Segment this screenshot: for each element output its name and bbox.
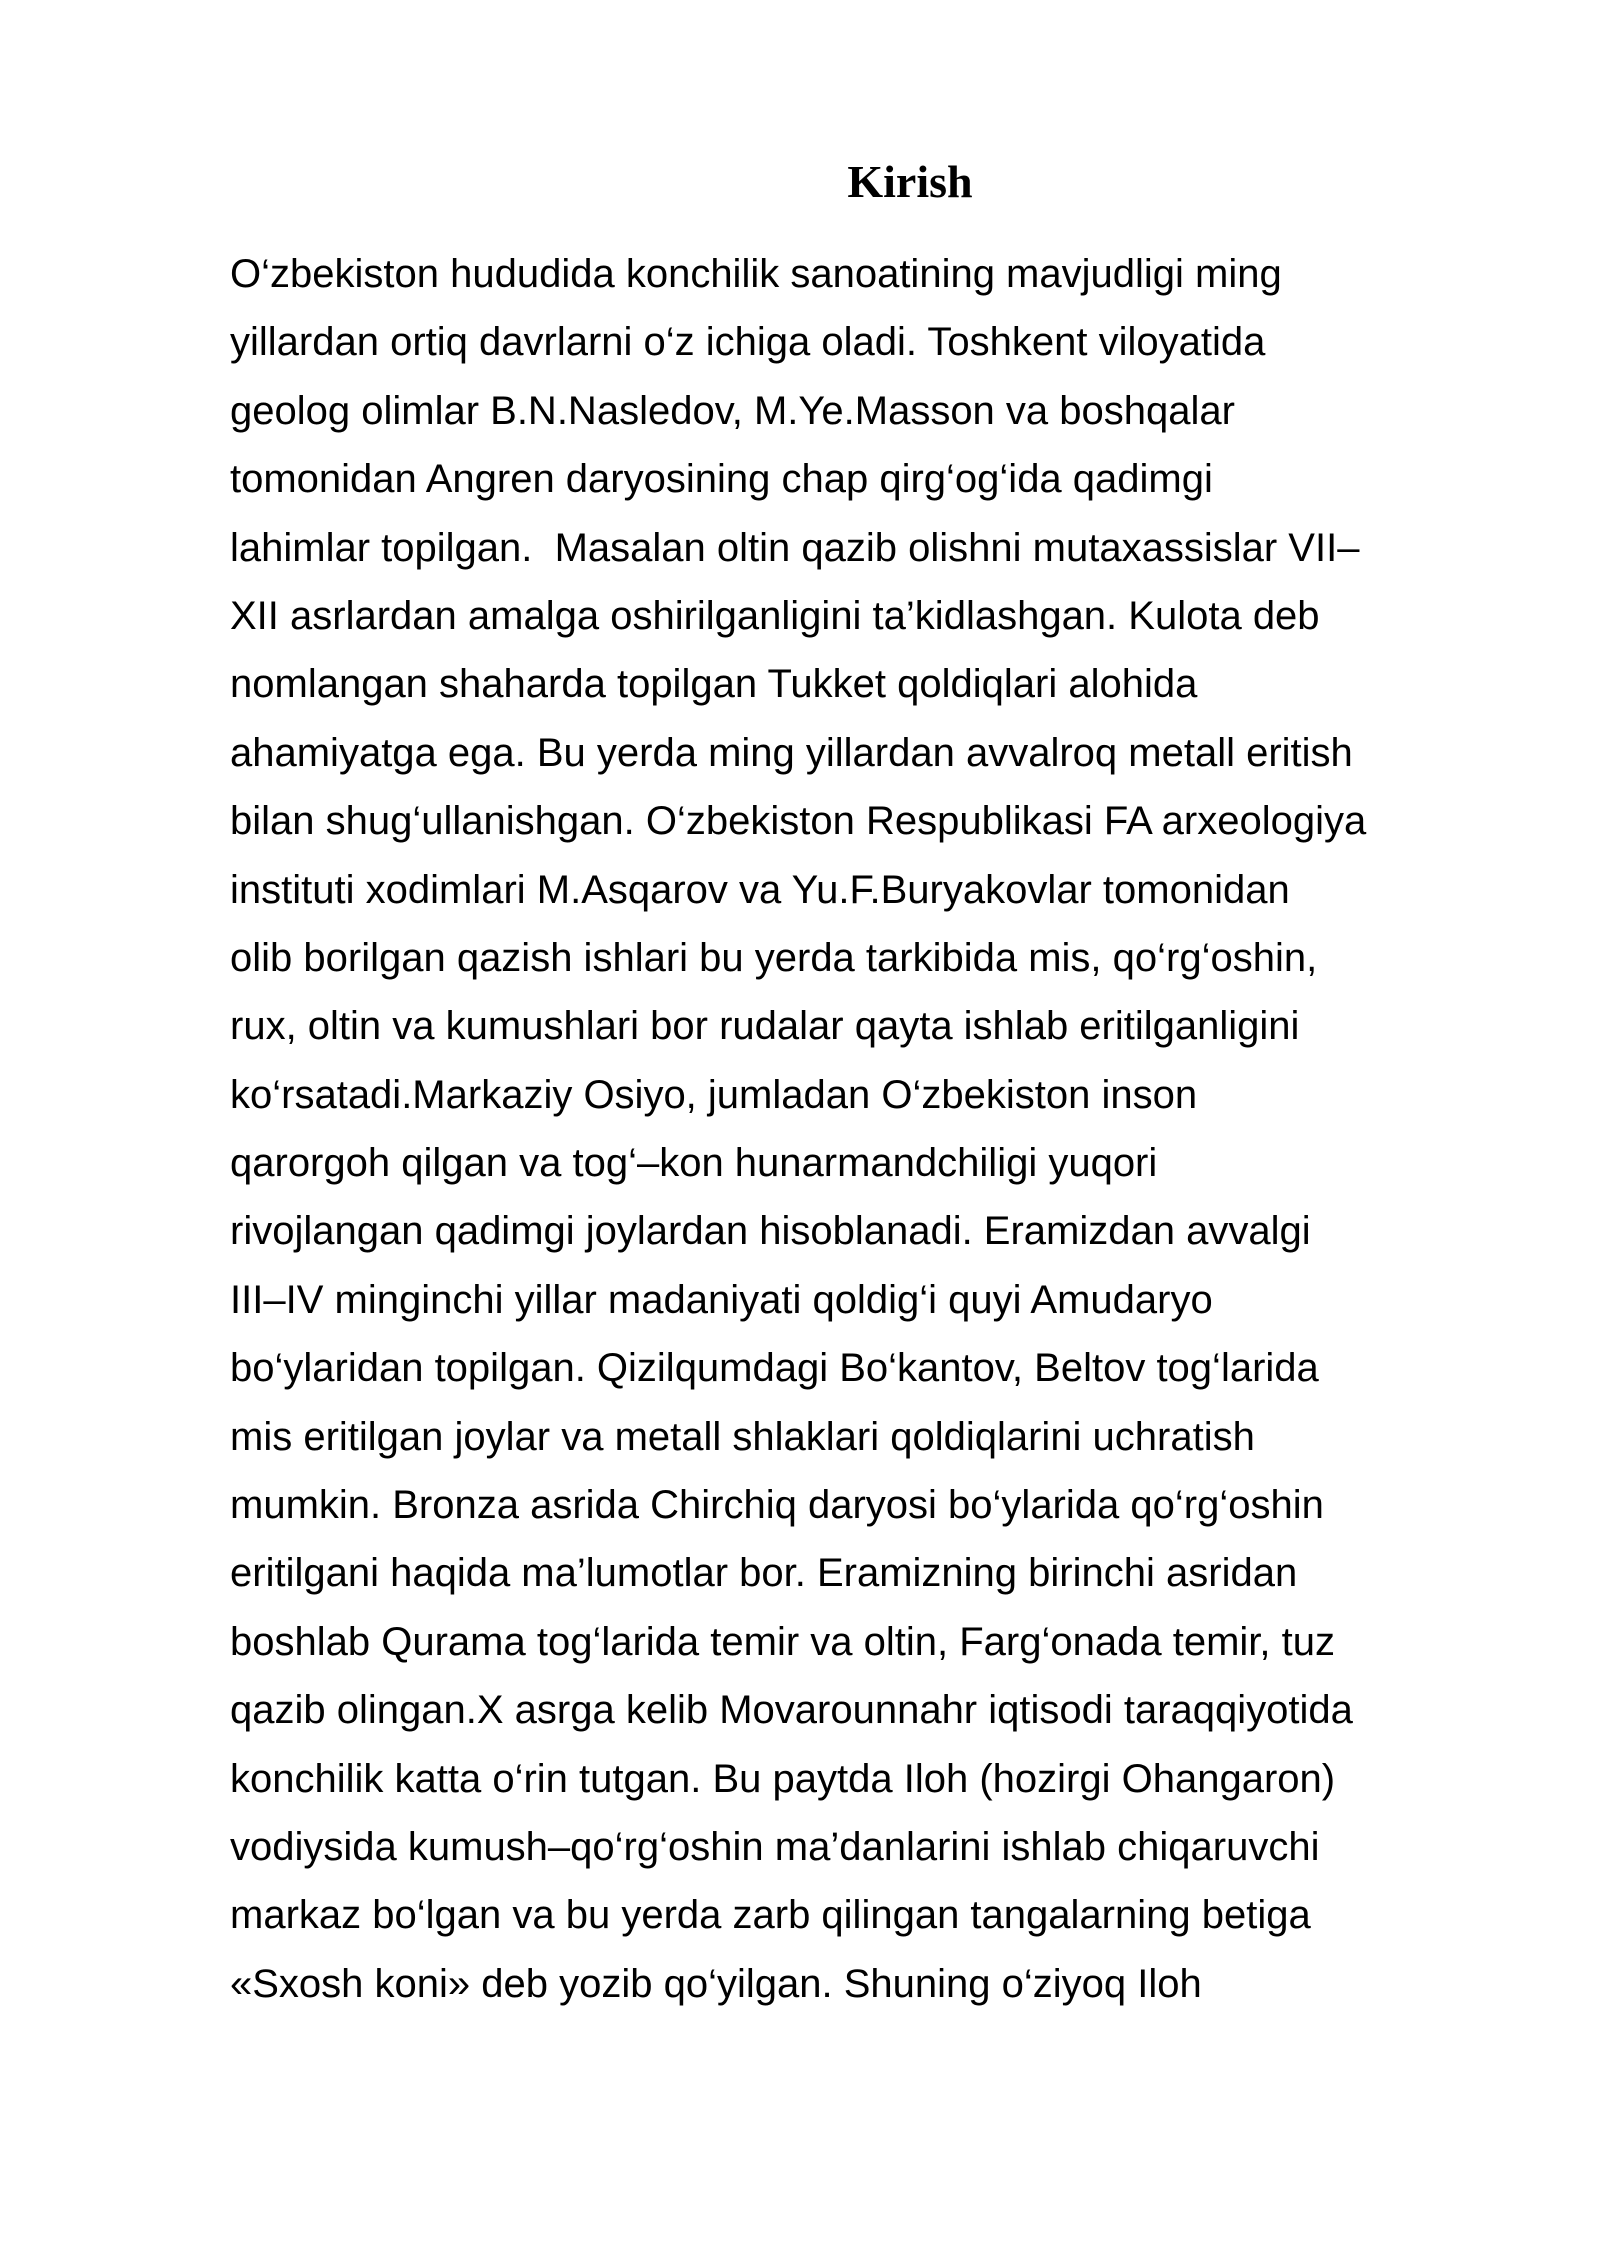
text-line: markaz bo‘lgan va bu yerda zarb qilingan tangalarning betiga: [230, 1893, 1311, 1938]
text-line: vodiysida kumush–qo‘rg‘oshin ma’danlarini ishlab chiqaruvchi: [230, 1824, 1320, 1869]
text-line: lahimlar topilgan. Masalan oltin qazib olishni mutaxassislar VII–: [230, 525, 1360, 570]
text-line: mis eritilgan joylar va metall shlaklari qoldiqlarini uchratish: [230, 1414, 1255, 1459]
text-line: XII asrlardan amalga oshirilganligini ta’kidlashgan. Kulota deb: [230, 593, 1320, 638]
page-title: Kirish: [847, 156, 973, 207]
text-line: bilan shug‘ullanishgan. O‘zbekiston Respublikasi FA arxeologiya: [230, 799, 1367, 844]
text-line: nomlangan shaharda topilgan Tukket qoldiqlari alohida: [230, 662, 1198, 707]
text-line: qarorgoh qilgan va tog‘–kon hunarmandchiligi yuqori: [230, 1141, 1158, 1186]
text-line: bo‘ylaridan topilgan. Qizilqumdagi Bo‘kantov, Beltov tog‘larida: [230, 1346, 1319, 1391]
text-line: yillardan ortiq davrlarni o‘z ichiga oladi. Toshkent viloyatida: [230, 320, 1266, 365]
text-line: boshlab Qurama tog‘larida temir va oltin, Farg‘onada temir, tuz: [230, 1619, 1335, 1664]
text-line: instituti xodimlari M.Asqarov va Yu.F.Buryakovlar tomonidan: [230, 867, 1290, 912]
text-line: «Sxosh koni» deb yozib qo‘yilgan. Shuning o‘ziyoq Iloh: [230, 1961, 1202, 2006]
body-paragraph: [230, 240, 1510, 2018]
text-line: olib borilgan qazish ishlari bu yerda tarkibida mis, qo‘rg‘oshin,: [230, 935, 1318, 980]
text-line: III–IV minginchi yillar madaniyati qoldig‘i quyi Amudaryo: [230, 1277, 1213, 1322]
text-line: tomonidan Angren daryosining chap qirg‘og‘ida qadimgi: [230, 457, 1213, 502]
text-line: ahamiyatga ega. Bu yerda ming yillardan avvalroq metall eritish: [230, 730, 1353, 775]
text-line: ko‘rsatadi.Markaziy Osiyo, jumladan O‘zbekiston inson: [230, 1072, 1198, 1117]
text-line: mumkin. Bronza asrida Chirchiq daryosi bo‘ylarida qo‘rg‘oshin: [230, 1483, 1324, 1528]
text-line: O‘zbekiston hududida konchilik sanoatining mavjudligi ming: [230, 252, 1282, 296]
text-line: geolog olimlar B.N.Nasledov, M.Ye.Masson va boshqalar: [230, 388, 1235, 433]
text-line: rux, oltin va kumushlari bor rudalar qayta ishlab eritilganligini: [230, 1004, 1300, 1049]
text-line: rivojlangan qadimgi joylardan hisoblanadi. Eramizdan avvalgi: [230, 1209, 1311, 1254]
text-line: konchilik katta o‘rin tutgan. Bu paytda Iloh (hozirgi Ohangaron): [230, 1756, 1336, 1801]
text-line: eritilgani haqida ma’lumotlar bor. Eramizning birinchi asridan: [230, 1551, 1298, 1596]
text-line: qazib olingan.X asrga kelib Movarounnahr iqtisodi taraqqiyotida: [230, 1688, 1353, 1733]
